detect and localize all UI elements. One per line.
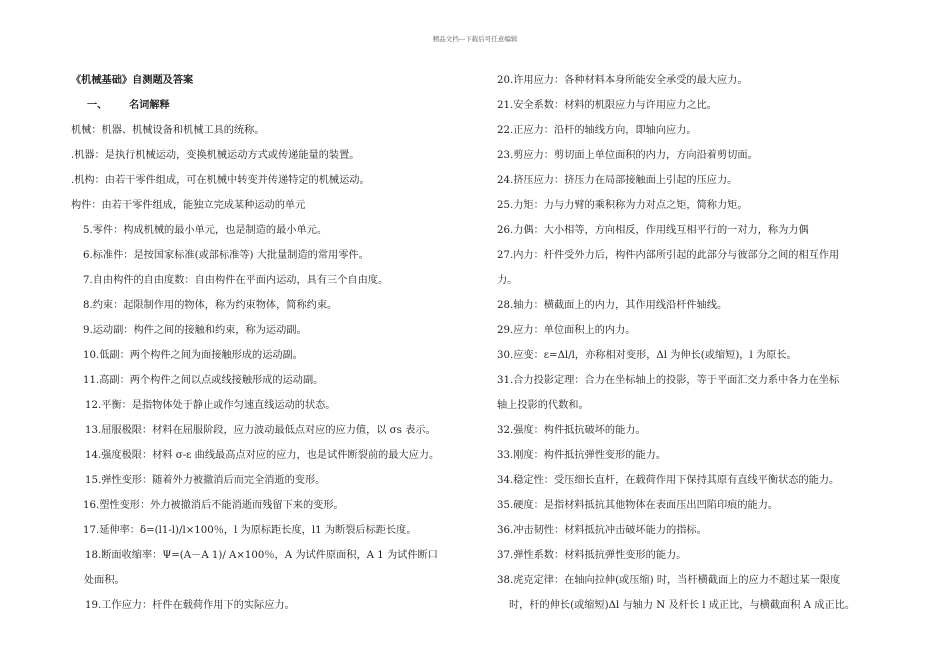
definition-item: 10.低副：两个构件之间为面接触形成的运动副。 bbox=[83, 350, 303, 361]
definition-item: 33.刚度：构件抵抗弹性变形的能力。 bbox=[497, 450, 667, 461]
section-number: 一、 bbox=[87, 99, 108, 111]
definition-item: 28.轴力：横截面上的内力，其作用线沿杆件轴线。 bbox=[497, 300, 728, 311]
definition-item: 18.断面收缩率：Ψ=(Α－Α 1)/ Α×100％，Α 为试件原面积，Α 1 为试件断口 bbox=[85, 550, 438, 561]
definition-item: 11.高副：两个构件之间以点或线接触形成的运动副。 bbox=[83, 375, 324, 386]
definition-continuation: 时，杆的伸长(或缩短)Δl 与轴力 N 及杆长 l 成正比，与横截面积 A 成正比。 bbox=[509, 600, 856, 611]
document-title: 《机械基础》自测题及答案 bbox=[71, 74, 194, 86]
definition-item: 35.硬度：是指材料抵抗其他物体在表面压出凹陷印痕的能力。 bbox=[497, 500, 779, 511]
definition-item: 26.力偶：大小相等，方向相反，作用线互相平行的一对力，称为力偶 bbox=[497, 225, 809, 236]
definition-item: 37.弹性系数：材料抵抗弹性变形的能力。 bbox=[497, 550, 687, 561]
definition-item: 23.剪应力：剪切面上单位面积的内力，方向沿着剪切面。 bbox=[497, 150, 758, 161]
definition-item: 14.强度极限：材料 σ-ε 曲线最高点对应的应力，也是试件断裂前的最大应力。 bbox=[85, 450, 440, 461]
definition-item: 8.约束：起限制作用的物体，称为约束物体，简称约束。 bbox=[83, 300, 338, 311]
page-header: 精品文档---下载后可任意编辑 bbox=[432, 35, 518, 43]
definition-item: 17.延伸率：δ=(l1-l)/l×100％，l 为原标距长度，l1 为断裂后标距长度。 bbox=[83, 525, 417, 536]
definition-item: 24.挤压应力：挤压力在局部接触面上引起的压应力。 bbox=[497, 175, 738, 186]
definition-item: .机器：是执行机械运动，变换机械运动方式或传递能量的装置。 bbox=[71, 150, 360, 161]
definition-item: 16.塑性变形：外力被撤消后不能消逝而残留下来的变形。 bbox=[83, 500, 344, 511]
definition-continuation: 处面积。 bbox=[84, 575, 125, 586]
definition-item: .机构：由若干零件组成，可在机械中转变并传递特定的机械运动。 bbox=[71, 175, 370, 186]
definition-item: 机械：机器、机械设备和机械工具的统称。 bbox=[71, 125, 265, 136]
definition-item: 9.运动副：构件之间的接触和约束，称为运动副。 bbox=[83, 325, 307, 336]
definition-item: 25.力矩：力与力臂的乘积称为力对点之矩，简称力矩。 bbox=[497, 200, 748, 211]
definition-item: 30.应变：ε=Δl/l，亦称相对变形，Δl 为伸长(或缩短)，l 为原长。 bbox=[497, 350, 797, 361]
definition-continuation: 力。 bbox=[497, 275, 518, 286]
definition-item: 13.屈服极限：材料在屈服阶段，应力波动最低点对应的应力值，以 σs 表示。 bbox=[85, 425, 436, 436]
definition-item: 7.自由构件的自由度数：自由构件在平面内运动，具有三个自由度。 bbox=[83, 275, 389, 286]
definition-item: 32.强度：构件抵抗破坏的能力。 bbox=[497, 425, 646, 436]
section-label: 名词解释 bbox=[129, 99, 170, 111]
definition-item: 构件：由若干零件组成，能独立完成某种运动的单元 bbox=[71, 200, 306, 211]
definition-item: 21.安全系数：材料的机限应力与许用应力之比。 bbox=[497, 100, 717, 111]
definition-item: 34.稳定性：受压细长直杆，在载荷作用下保持其原有直线平衡状态的能力。 bbox=[497, 475, 840, 486]
definition-item: 31.合力投影定理：合力在坐标轴上的投影，等于平面汇交力系中各力在坐标 bbox=[497, 375, 840, 386]
definition-item: 29.应力：单位面积上的内力。 bbox=[497, 325, 636, 336]
definition-item: 15.弹性变形：随着外力被撤消后而完全消逝的变形。 bbox=[85, 475, 326, 486]
left-column bbox=[71, 68, 471, 618]
definition-item: 6.标准件：是按国家标准(或部标准等) 大批量制造的常用零件。 bbox=[83, 250, 369, 261]
definition-item: 27.内力：杆件受外力后，构件内部所引起的此部分与彼部分之间的相互作用 bbox=[497, 250, 840, 261]
definition-item: 5.零件：构成机械的最小单元，也是制造的最小单元。 bbox=[83, 225, 328, 236]
definition-item: 19.工作应力：杆件在载荷作用下的实际应力。 bbox=[85, 600, 295, 611]
definition-item: 12.平衡：是指物体处于静止或作匀速直线运动的状态。 bbox=[85, 400, 336, 411]
definition-item: 38.虎克定律：在轴向拉伸(或压缩) 时，当杆横截面上的应力不超过某一限度 bbox=[497, 575, 841, 586]
definition-continuation: 轴上投影的代数和。 bbox=[497, 400, 589, 411]
definition-item: 22.正应力：沿杆的轴线方向，即轴向应力。 bbox=[497, 125, 697, 136]
definition-item: 20.许用应力：各种材料本身所能安全承受的最大应力。 bbox=[497, 75, 748, 86]
right-column bbox=[497, 68, 879, 618]
definition-item: 36.冲击韧性：材料抵抗冲击破坏能力的指标。 bbox=[497, 525, 707, 536]
section-heading bbox=[71, 93, 471, 118]
